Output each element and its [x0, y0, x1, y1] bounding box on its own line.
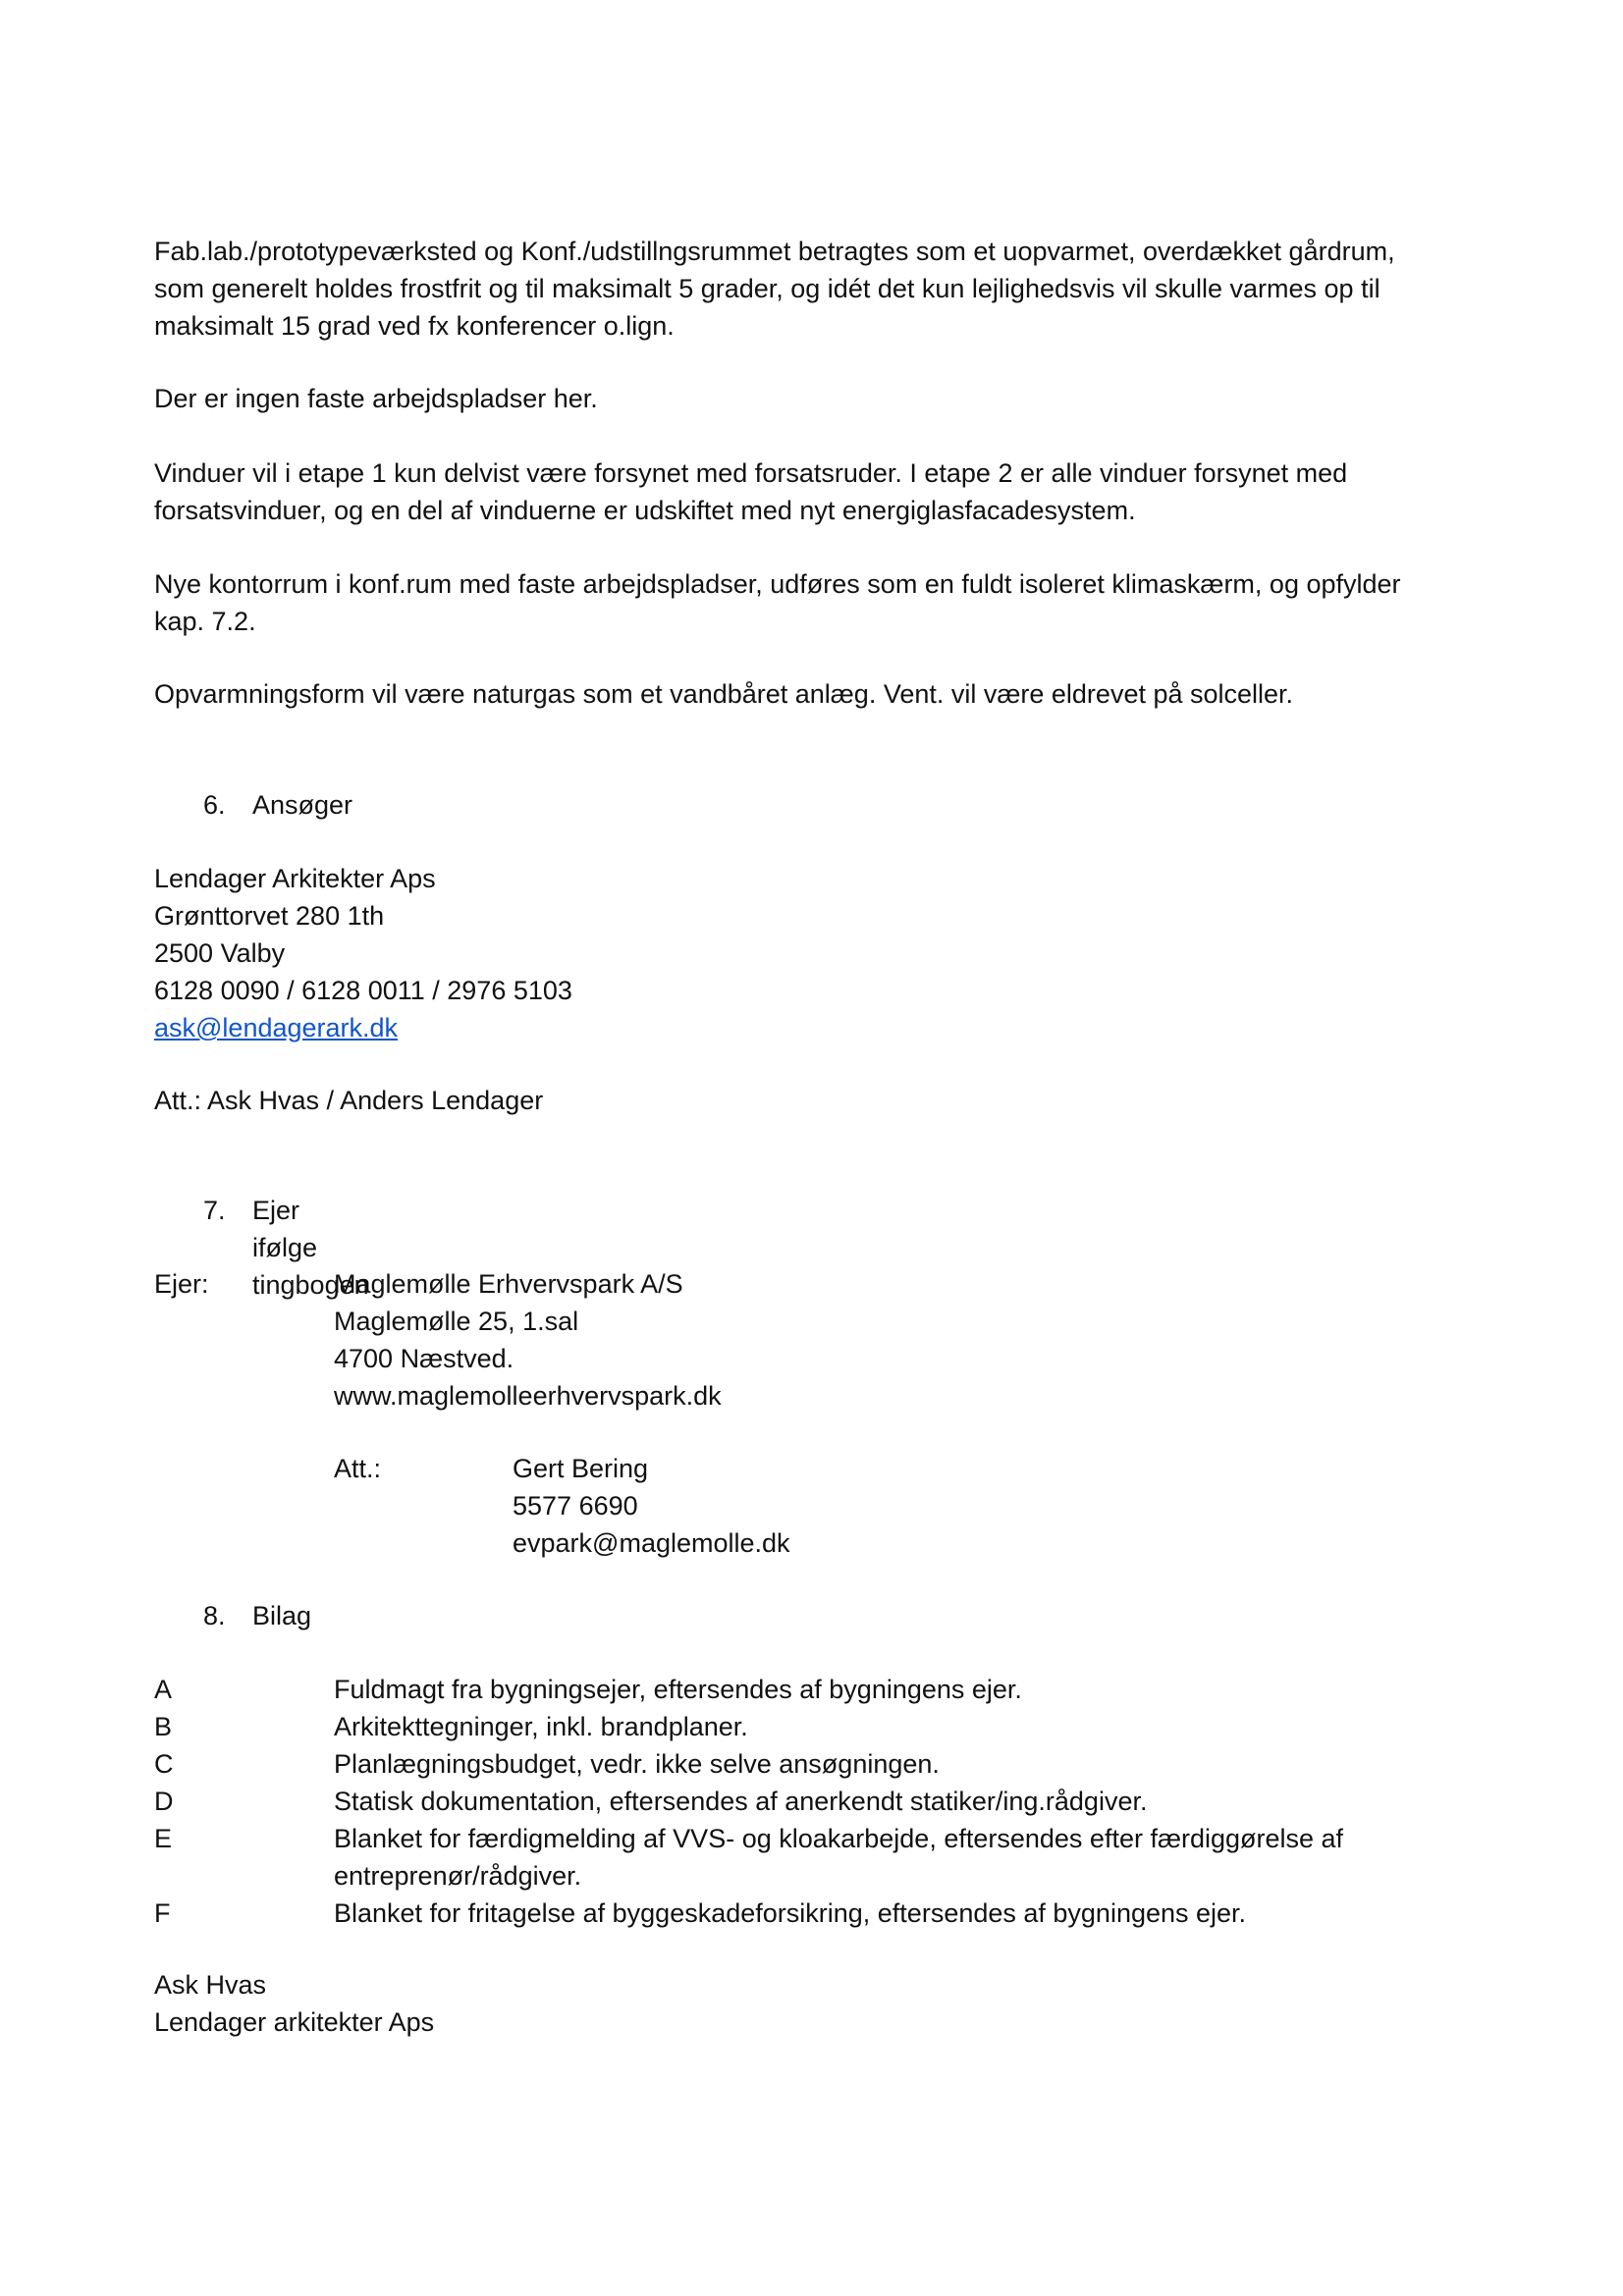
intro-paragraph-1 — [154, 233, 1529, 345]
text-line: maksimalt 15 grad ved fx konferencer o.lign. — [154, 311, 675, 341]
attachment-text: Planlægningsbudget, vedr. ikke selve ansøgningen. — [334, 1749, 940, 1779]
intro-paragraph-3 — [154, 454, 1529, 529]
intro-paragraph-2 — [154, 380, 1529, 417]
text-line: Der er ingen faste arbejdspladser her. — [154, 384, 598, 413]
attachment-text: Statisk dokumentation, eftersendes af anerkendt statiker/ing.rådgiver. — [334, 1787, 1148, 1816]
section-title: Ejer ifølge tingbogen — [252, 1196, 369, 1300]
text-line: Fab.lab./prototypeværksted og Konf./udstillngsrummet betragtes som et uopvarmet, overdækket gårdrum, — [154, 237, 1395, 266]
attachment-letter: E — [154, 1824, 173, 1853]
signer-company: Lendager arkitekter Aps — [154, 2007, 435, 2037]
section-title: Ansøger — [252, 790, 353, 820]
attachment-letter: A — [154, 1675, 173, 1704]
attachment-letter: C — [154, 1749, 174, 1779]
applicant-phone: 6128 0090 / 6128 0011 / 2976 5103 — [154, 976, 572, 1005]
text-line: Nye kontorrum i konf.rum med faste arbejdspladser, udføres som en fuldt isoleret klimaskærm, og opfylder — [154, 569, 1401, 599]
applicant-email-link[interactable]: ask@lendagerark.dk — [154, 1013, 399, 1042]
text-line: forsatsvinduer, og en del af vinduerne er udskiftet med nyt energiglasfacadesystem. — [154, 496, 1136, 525]
attachment-text: Arkitekttegninger, inkl. brandplaner. — [334, 1712, 748, 1741]
owner-att-label: Att.: — [334, 1454, 382, 1483]
contact-email: evpark@maglemolle.dk — [513, 1528, 790, 1558]
section-number: 7. — [203, 1196, 226, 1225]
text-line: Vinduer vil i etape 1 kun delvist være forsynet med forsatsruder. I etape 2 er alle vinduer forsynet med — [154, 458, 1348, 488]
section-number: 8. — [203, 1601, 226, 1630]
attachment-text: Blanket for færdigmelding af VVS- og kloakarbejde, eftersendes efter færdiggørelse af — [334, 1824, 1344, 1853]
owner-name: Maglemølle Erhvervspark A/S — [334, 1269, 683, 1299]
signature-block — [154, 1966, 434, 2041]
section-number: 6. — [203, 790, 226, 820]
applicant-att — [154, 1082, 543, 1119]
intro-paragraph-5 — [154, 675, 1529, 713]
applicant-name: Lendager Arkitekter Aps — [154, 864, 436, 893]
owner-att-details — [513, 1450, 790, 1562]
contact-name: Gert Bering — [513, 1454, 649, 1483]
signer-name: Ask Hvas — [154, 1970, 267, 2000]
owner-details — [334, 1265, 722, 1415]
owner-street: Maglemølle 25, 1.sal — [334, 1307, 579, 1336]
contact-phone: 5577 6690 — [513, 1491, 638, 1521]
text-line: Opvarmningsform vil være naturgas som et vandbåret anlæg. Vent. vil være eldrevet på solceller. — [154, 679, 1294, 709]
attachment-letter: F — [154, 1898, 171, 1928]
applicant-address — [154, 860, 572, 1046]
attachment-text: Blanket for fritagelse af byggeskadeforsikring, eftersendes af bygningens ejer. — [334, 1898, 1247, 1928]
attachment-letter: D — [154, 1787, 174, 1816]
text-line: kap. 7.2. — [154, 607, 256, 636]
attachment-letter: B — [154, 1712, 173, 1741]
att-line: Att.: Ask Hvas / Anders Lendager — [154, 1086, 544, 1115]
owner-website: www.maglemolleerhvervspark.dk — [334, 1381, 722, 1411]
intro-paragraph-4 — [154, 565, 1529, 640]
attachment-text: Fuldmagt fra bygningsejer, eftersendes af bygningens ejer. — [334, 1675, 1022, 1704]
owner-city: 4700 Næstved. — [334, 1344, 514, 1373]
applicant-city: 2500 Valby — [154, 938, 286, 968]
section-title: Bilag — [252, 1601, 312, 1630]
text-line: som generelt holdes frostfrit og til maksimalt 5 grader, og idét det kun lejlighedsvis vil skulle varmes op til — [154, 274, 1380, 303]
applicant-street: Grønttorvet 280 1th — [154, 901, 385, 931]
owner-label: Ejer: — [154, 1269, 209, 1299]
attachment-text-continued: entreprenør/rådgiver. — [334, 1861, 582, 1891]
